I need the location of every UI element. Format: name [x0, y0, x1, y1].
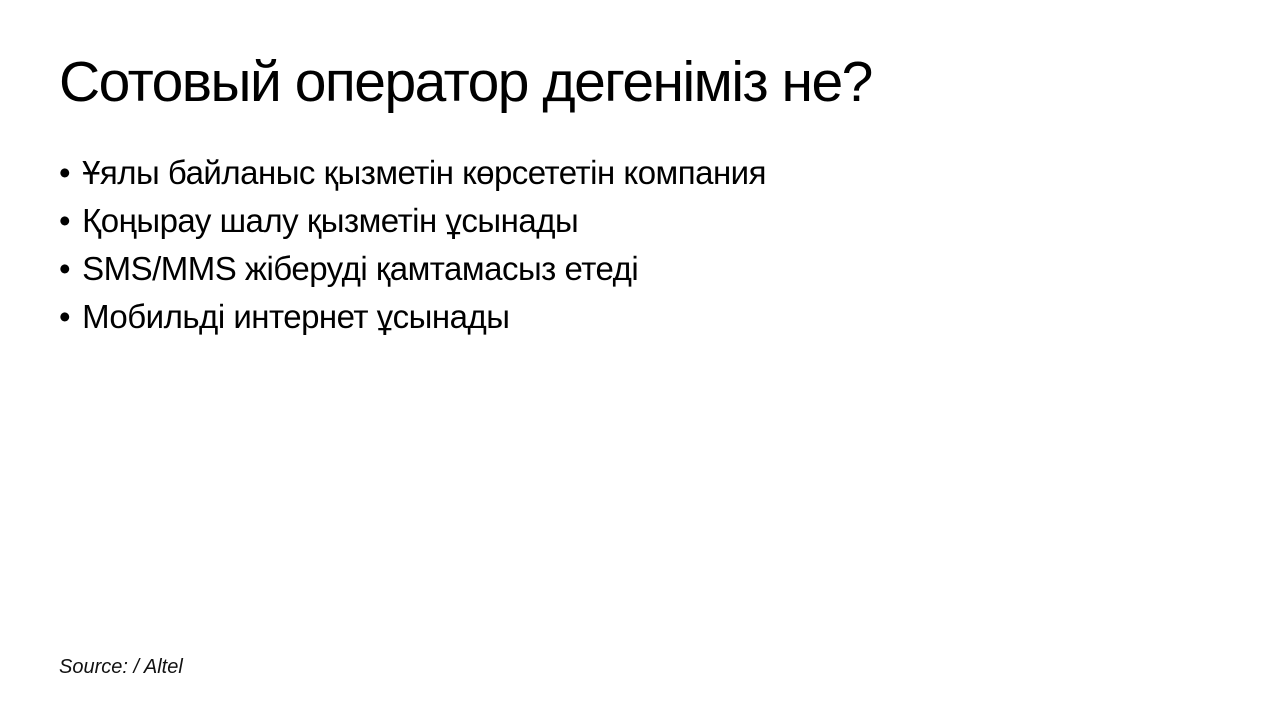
list-item: • Ұялы байланыс қызметін көрсететін компания	[59, 149, 766, 197]
list-item: • Мобильді интернет ұсынады	[59, 293, 766, 341]
page-title: Сотовый оператор дегеніміз не?	[59, 50, 872, 114]
list-item: • SMS/MMS жіберуді қамтамасыз етеді	[59, 245, 766, 293]
source-text: Source: / Altel	[59, 656, 183, 678]
bullet-list	[59, 149, 766, 341]
list-item: • Қоңырау шалу қызметін ұсынады	[59, 197, 766, 245]
